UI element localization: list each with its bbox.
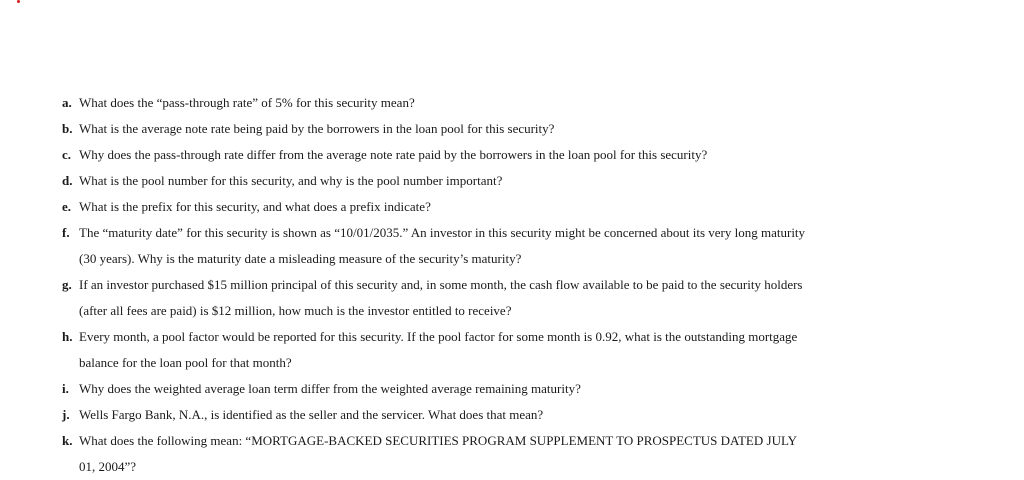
question-text-continued: (after all fees are paid) is $12 million, how much is the investor entitled to receive? — [79, 303, 512, 318]
question-letter: k. — [62, 433, 73, 448]
question-letter: e. — [62, 199, 72, 214]
question-f — [62, 220, 902, 272]
question-letter: c. — [62, 147, 72, 162]
question-h — [62, 324, 902, 376]
question-letter: b. — [62, 121, 73, 136]
question-letter: g. — [62, 277, 72, 292]
question-text: What is the prefix for this security, and what does a prefix indicate? — [79, 199, 431, 214]
question-text-continued: 01, 2004”? — [79, 459, 137, 474]
question-g — [62, 272, 902, 324]
question-text: The “maturity date” for this security is shown as “10/01/2035.” An investor in this security might be concerned about its very long maturity — [79, 225, 806, 240]
question-letter: h. — [62, 329, 73, 344]
question-text: What is the pool number for this security, and why is the pool number important? — [79, 173, 503, 188]
question-letter: i. — [62, 381, 69, 396]
question-text: What does the following mean: “MORTGAGE-BACKED SECURITIES PROGRAM SUPPLEMENT TO PROSPECTUS DATED JULY — [79, 433, 797, 448]
question-text: What does the “pass-through rate” of 5% for this security mean? — [79, 95, 415, 110]
question-a — [62, 90, 902, 116]
question-k — [62, 428, 902, 480]
question-letter: a. — [62, 95, 72, 110]
question-list — [62, 90, 902, 480]
question-letter: d. — [62, 173, 73, 188]
question-letter: f. — [62, 225, 70, 240]
question-b — [62, 116, 902, 142]
question-letter: j. — [62, 407, 70, 422]
question-text: Why does the pass-through rate differ from the average note rate paid by the borrowers in the loan pool for this security? — [79, 147, 708, 162]
question-text-continued: balance for the loan pool for that month? — [79, 355, 292, 370]
question-i — [62, 376, 902, 402]
question-text: Why does the weighted average loan term differ from the weighted average remaining maturity? — [79, 381, 581, 396]
question-text: If an investor purchased $15 million principal of this security and, in some month, the cash flow available to be paid to the security holders — [79, 277, 803, 292]
question-c — [62, 142, 902, 168]
question-text: What is the average note rate being paid by the borrowers in the loan pool for this security? — [79, 121, 555, 136]
red-dot-marker — [17, 0, 20, 3]
question-d — [62, 168, 902, 194]
question-text-continued: (30 years). Why is the maturity date a misleading measure of the security’s maturity? — [79, 251, 522, 266]
question-e — [62, 194, 902, 220]
question-j — [62, 402, 902, 428]
question-text: Every month, a pool factor would be reported for this security. If the pool factor for some month is 0.92, what is the outstanding mortgage — [79, 329, 798, 344]
question-text: Wells Fargo Bank, N.A., is identified as the seller and the servicer. What does that mean? — [79, 407, 544, 422]
